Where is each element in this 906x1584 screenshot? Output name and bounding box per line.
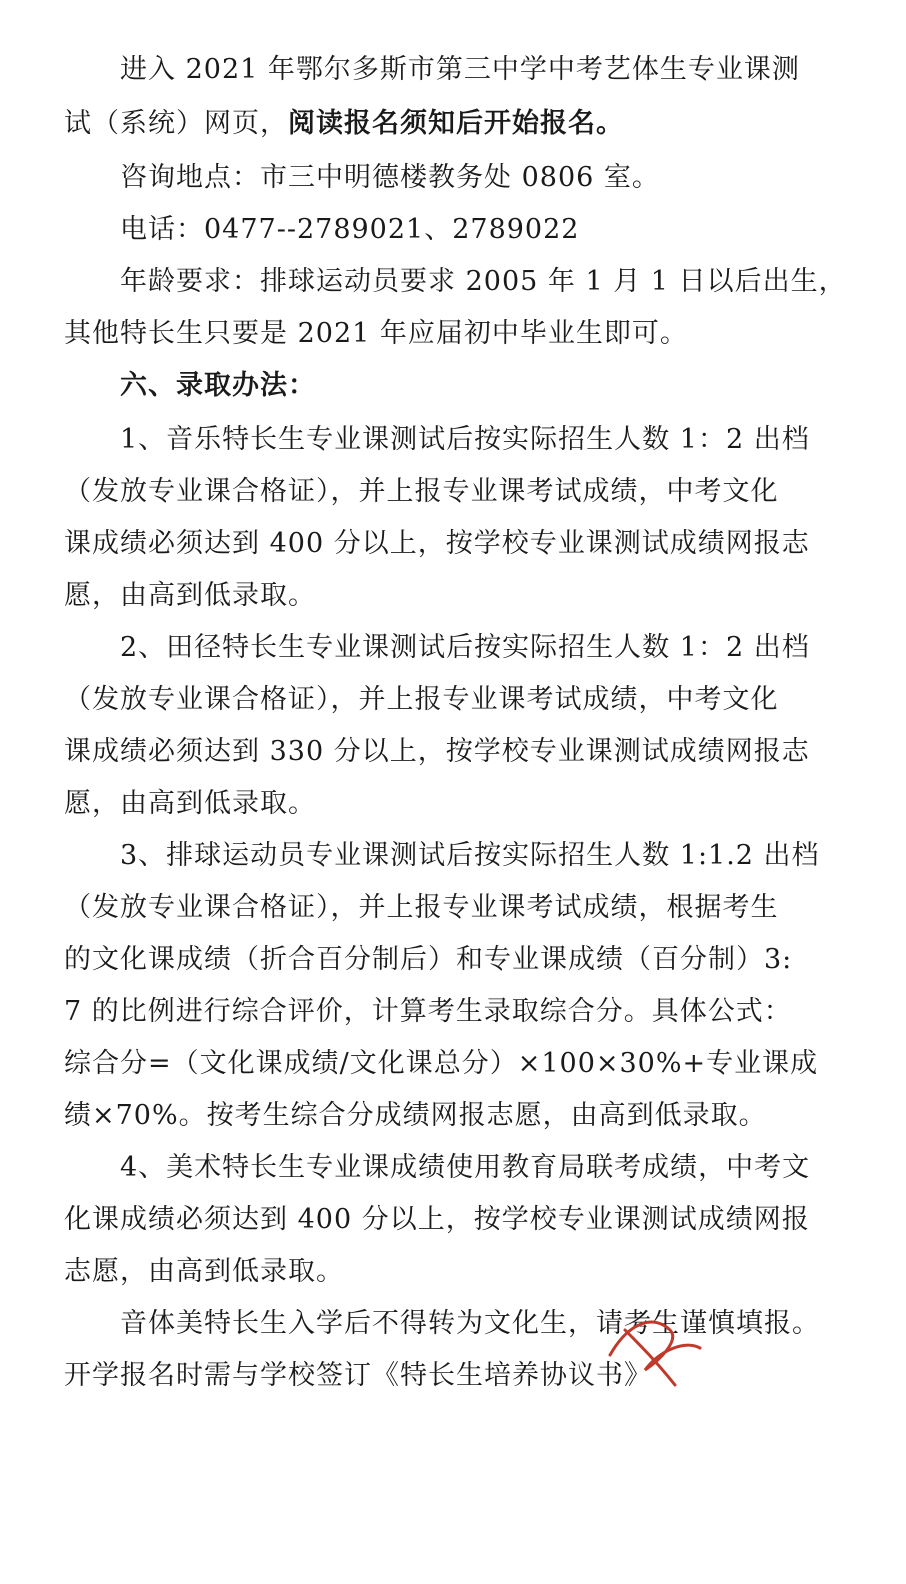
phone-numbers: 电话：0477--2789021、2789022 (120, 214, 580, 245)
line-2-plain: 试（系统）网页， (64, 108, 288, 139)
item-1-line-1: 1、音乐特长生专业课测试后按实际招生人数 1：2 出档 (120, 424, 810, 455)
item-3-line-4: 7 的比例进行综合评价，计算考生录取综合分。具体公式： (64, 996, 792, 1027)
notice-line-1: 音体美特长生入学后不得转为文化生，请考生谨慎填报。 (120, 1308, 820, 1339)
item-3-formula: 综合分=（文化课成绩/文化课总分）×100×30%+专业课成 (64, 1048, 819, 1079)
item-3-line-6: 绩×70%。按考生综合分成绩网报志愿，由高到低录取。 (64, 1100, 767, 1131)
item-4-line-1: 4、美术特长生专业课成绩使用教育局联考成绩，中考文 (120, 1152, 811, 1183)
item-3-line-1: 3、排球运动员专业课测试后按实际招生人数 1:1.2 出档 (120, 840, 820, 871)
line-2-bold-instruction: 阅读报名须知后开始报名。 (288, 108, 624, 139)
item-1-line-4: 愿，由高到低录取。 (64, 580, 316, 611)
item-3-line-2: （发放专业课合格证），并上报专业课考试成绩，根据考生 (64, 892, 779, 923)
item-2-line-4: 愿，由高到低录取。 (64, 788, 316, 819)
notice-line-2: 开学报名时需与学校签订《特长生培养协议书》 (64, 1360, 652, 1391)
item-2-line-3: 课成绩必须达到 330 分以上，按学校专业课测试成绩网报志 (64, 736, 810, 767)
item-2-line-2: （发放专业课合格证），并上报专业课考试成绩，中考文化 (64, 684, 779, 715)
consult-location: 咨询地点：市三中明德楼教务处 0806 室。 (120, 162, 660, 193)
section-heading-admission: 六、录取办法： (120, 370, 316, 401)
paragraph-line-2 (0, 100, 906, 148)
item-1-line-3: 课成绩必须达到 400 分以上，按学校专业课测试成绩网报志 (64, 528, 810, 559)
item-2-line-1: 2、田径特长生专业课测试后按实际招生人数 1：2 出档 (120, 632, 810, 663)
item-3-line-3: 的文化课成绩（折合百分制后）和专业课成绩（百分制）3: (64, 944, 793, 975)
age-requirement-line-2: 其他特长生只要是 2021 年应届初中毕业生即可。 (64, 318, 688, 349)
age-requirement-line-1: 年龄要求：排球运动员要求 2005 年 1 月 1 日以后出生， (120, 266, 847, 297)
paragraph-line-1: 进入 2021 年鄂尔多斯市第三中学中考艺体生专业课测 (120, 54, 800, 85)
item-4-line-2: 化课成绩必须达到 400 分以上，按学校专业课测试成绩网报 (64, 1204, 810, 1235)
item-1-line-2: （发放专业课合格证），并上报专业课考试成绩，中考文化 (64, 476, 779, 507)
item-4-line-3: 志愿，由高到低录取。 (64, 1256, 344, 1287)
